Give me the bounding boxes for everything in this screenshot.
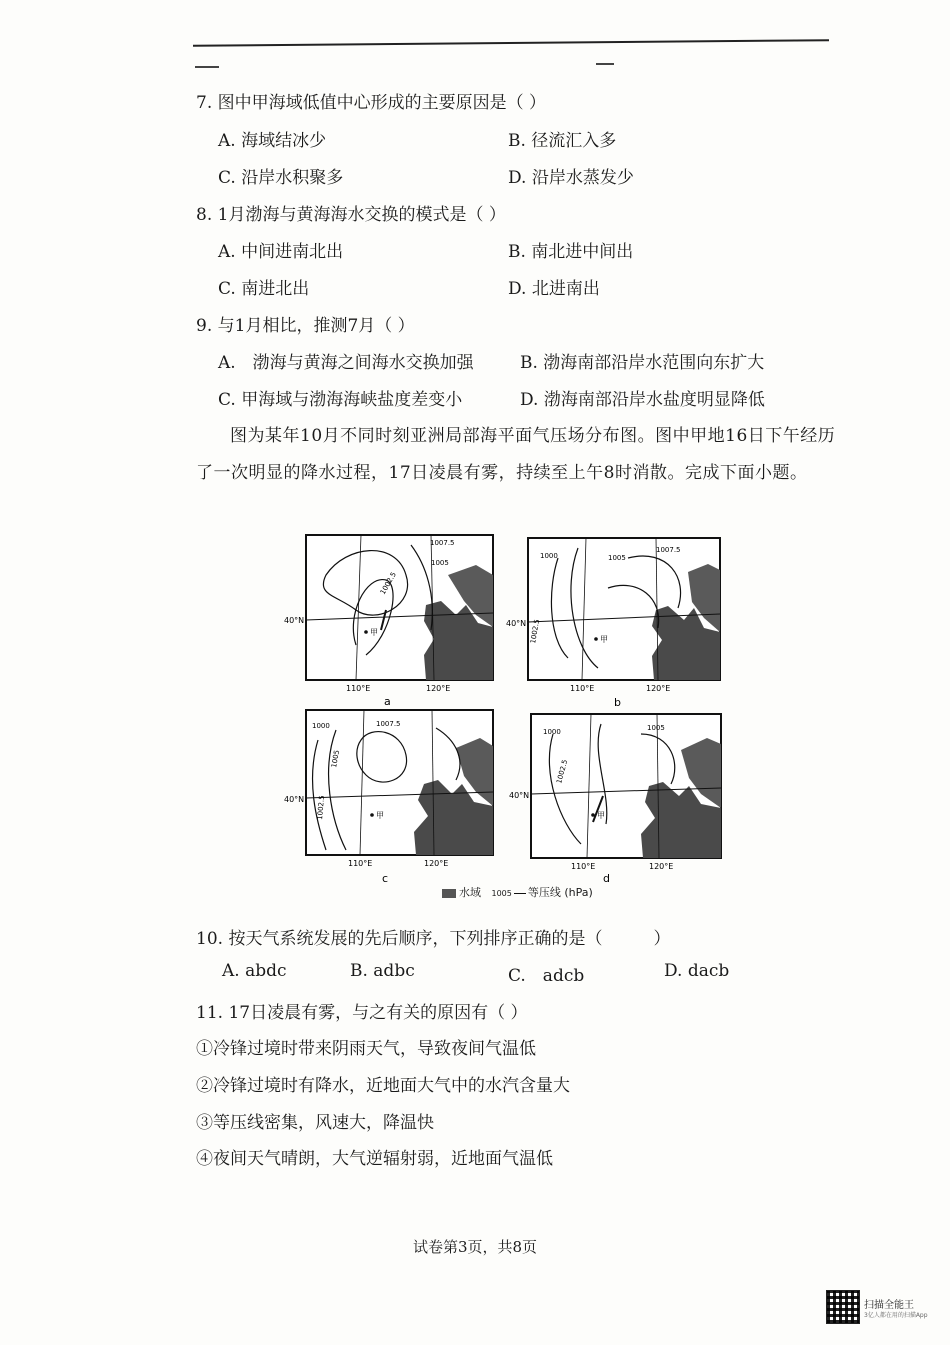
question-7-option-a[interactable]: A. 海域结冰少 — [218, 131, 327, 151]
place-label: 甲 — [600, 635, 608, 644]
isobar-label: 1007.5 — [430, 539, 455, 547]
longitude-label: 110°E — [570, 684, 595, 693]
question-8-option-c[interactable]: C. 南进北出 — [218, 279, 310, 299]
isobar-label: 1002.5 — [529, 618, 542, 645]
question-10-option-d[interactable]: D. dacb — [664, 961, 730, 981]
legend-isobar-label: 等压线 (hPa) — [527, 886, 593, 899]
top-rule — [193, 39, 829, 47]
isobar-label: 1005 — [431, 559, 449, 567]
water-swatch — [442, 889, 456, 898]
isobar-label: 1005 — [608, 554, 626, 562]
isobar-label: 1002.5 — [555, 758, 570, 785]
question-10-option-b[interactable]: B. adbc — [350, 961, 415, 981]
question-11-item: ①冷锋过境时带来阴雨天气，导致夜间气温低 — [196, 1039, 536, 1059]
longitude-label: 110°E — [346, 684, 371, 693]
question-8-option-b[interactable]: B. 南北进中间出 — [508, 242, 634, 262]
isobar-label: 1000 — [312, 722, 330, 730]
question-10-option-a[interactable]: A. abdc — [222, 961, 287, 981]
header-dash — [596, 63, 614, 65]
panel-b — [506, 538, 720, 709]
question-11-item: ④夜间天气晴朗，大气逆辐射弱，近地面气温低 — [196, 1149, 553, 1169]
latitude-label: 40°N — [509, 791, 530, 800]
latitude-label: 40°N — [284, 795, 305, 804]
longitude-label: 110°E — [571, 862, 596, 871]
panel-c — [284, 710, 493, 885]
question-7-stem: 7. 图中甲海域低值中心形成的主要原因是（ ） — [196, 93, 547, 113]
page-footer: 试卷第3页，共8页 — [412, 1238, 538, 1256]
panel-label: b — [614, 696, 621, 709]
question-9-stem: 9. 与1月相比，推测7月（ ） — [196, 316, 415, 336]
question-11-item: ③等压线密集，风速大，降温快 — [196, 1113, 434, 1133]
panel-d — [509, 714, 721, 885]
isobar-label: 1005 — [330, 749, 342, 769]
longitude-label: 110°E — [348, 859, 373, 868]
question-8-option-d[interactable]: D. 北进南出 — [508, 279, 600, 299]
scanner-tagline: 3亿人都在用的扫描App — [864, 1312, 928, 1319]
question-10-stem: 10. 按天气系统发展的先后顺序，下列排序正确的是（ ） — [196, 929, 671, 949]
panel-label: d — [603, 872, 610, 885]
question-7-option-c[interactable]: C. 沿岸水积聚多 — [218, 168, 344, 188]
question-9-option-c[interactable]: C. 甲海域与渤海海峡盐度差变小 — [218, 390, 463, 410]
panel-label: c — [382, 872, 389, 885]
question-10-option-c[interactable]: C. adcb — [508, 966, 585, 986]
scanner-watermark — [826, 1290, 934, 1324]
scanner-brand: 扫描全能王 — [864, 1300, 914, 1311]
longitude-label: 120°E — [424, 859, 449, 868]
isobar-label: 1000 — [540, 552, 558, 560]
longitude-label: 120°E — [426, 684, 451, 693]
figure-legend — [442, 884, 593, 900]
latitude-label: 40°N — [284, 616, 305, 625]
legend-isobar-value: 1005 — [491, 889, 512, 898]
question-9-option-a[interactable]: A. 渤海与黄海之间海水交换加强 — [218, 353, 474, 373]
header-dash — [195, 66, 219, 68]
panel-label: a — [384, 695, 391, 708]
qr-code-icon — [826, 1290, 860, 1324]
isobar-label: 1007.5 — [376, 720, 401, 728]
question-8-option-a[interactable]: A. 中间进南北出 — [218, 242, 344, 262]
isobar-label: 1000 — [543, 728, 561, 736]
question-11-stem: 11. 17日凌晨有雾，与之有关的原因有（ ） — [196, 1003, 528, 1023]
isobar-label: 1005 — [647, 724, 665, 732]
place-label: 甲 — [370, 628, 378, 637]
question-11-item: ②冷锋过境时有降水，近地面大气中的水汽含量大 — [196, 1076, 570, 1096]
place-label: 甲 — [376, 811, 384, 820]
question-9-option-d[interactable]: D. 渤海南部沿岸水盐度明显降低 — [520, 390, 765, 410]
panel-a — [284, 535, 493, 708]
figure-intro-text: 图为某年10月不同时刻亚洲局部海平面气压场分布图。图中甲地16日下午经历了一次明显的降水过程，17日凌晨有雾，持续至上午8时消散。完成下面小题。 — [196, 426, 836, 483]
question-7-option-d[interactable]: D. 沿岸水蒸发少 — [508, 168, 634, 188]
legend-water-label: 水域 — [459, 886, 481, 899]
longitude-label: 120°E — [646, 684, 671, 693]
question-8-stem: 8. 1月渤海与黄海海水交换的模式是（ ） — [196, 205, 506, 225]
isobar-label: 1002.5 — [378, 570, 398, 596]
place-label: 甲 — [597, 811, 605, 820]
longitude-label: 120°E — [649, 862, 674, 871]
latitude-label: 40°N — [506, 619, 527, 628]
isobar-label: 1007.5 — [656, 546, 681, 554]
isobar-label: 1002.5 — [316, 795, 327, 821]
question-9-option-b[interactable]: B. 渤海南部沿岸水范围向东扩大 — [520, 353, 765, 373]
question-7-option-b[interactable]: B. 径流汇入多 — [508, 131, 617, 151]
pressure-map-figure — [284, 530, 740, 890]
